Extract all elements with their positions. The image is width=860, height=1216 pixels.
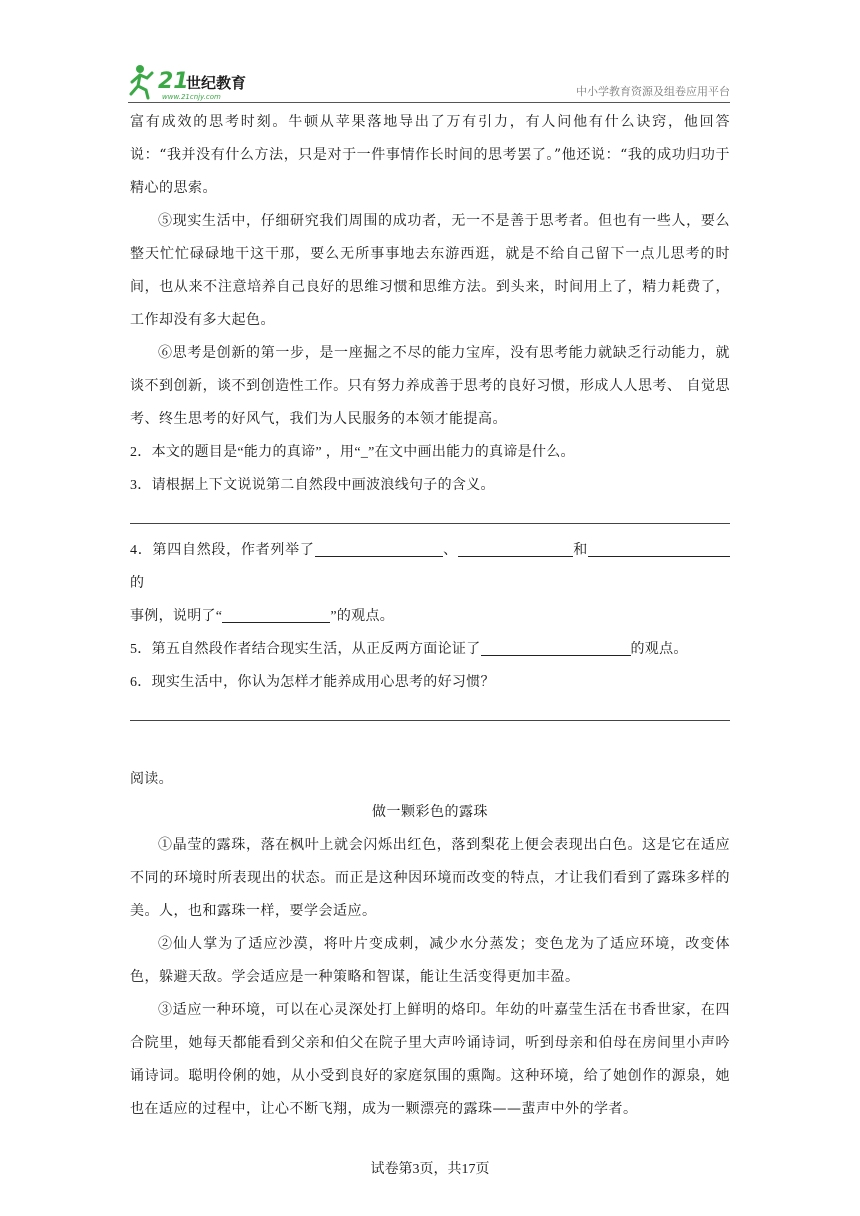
- page-content: [130, 106, 730, 1126]
- question-4-cont: 事例，说明了“ ”的观点。: [130, 600, 730, 633]
- reading-title: 做一颗彩色的露珠: [372, 804, 488, 820]
- site-name: 中小学教育资源及组卷应用平台: [576, 85, 730, 98]
- page-header: [128, 62, 730, 103]
- reading-paragraph-1: ①晶莹的露珠，落在枫叶上就会闪烁出红色，落到梨花上便会表现出白色。这是它在适应不同的环境时所表现出的状态。而正是这种因环境而改变的特点，才让我们看到了露珠多样的美。人，也和露珠一样，要学会适应。: [130, 837, 730, 919]
- blank[interactable]: [222, 606, 330, 623]
- question-3: 3．请根据上下文说说第二自然段中画波浪线句子的含义。: [130, 478, 495, 493]
- question-6: 6．现实生活中，你认为怎样才能养成用心思考的好习惯？: [130, 675, 495, 690]
- blank[interactable]: [481, 639, 631, 656]
- svg-text:www.21cnjy.com: www.21cnjy.com: [162, 93, 221, 101]
- page-footer: 试卷第3页，共17页: [370, 1162, 490, 1177]
- question-4: 4．第四自然段，作者列举了 、 和的: [130, 534, 730, 600]
- blank[interactable]: [315, 540, 443, 557]
- runner-icon: [131, 65, 152, 98]
- question-5: 5．第五自然段作者结合现实生活，从正反两方面论证了 的观点。: [130, 633, 730, 666]
- blank[interactable]: [458, 540, 573, 557]
- reading-paragraph-3: ③适应一种环境，可以在心灵深处打上鲜明的烙印。年幼的叶嘉莹生活在书香世家，在四合院里，她每天都能看到父亲和伯父在院子里大声吟诵诗词，听到母亲和伯母在房间里小声吟诵诗词。聪明伶俐的她，从小受到良好的家庭氛围的熏陶。这种环境，给了她创作的源泉，她也在适应的过程中，让心不断飞翔，成为一颗漂亮的露珠——蜚声中外的学者。: [130, 1002, 730, 1117]
- reading-paragraph-2: ②仙人掌为了适应沙漠，将叶片变成刺，减少水分蒸发；变色龙为了适应环境，改变体色，躲避天敌。学会适应是一种策略和智谋，能让生活变得更加丰盈。: [130, 936, 730, 985]
- question-2: 2．本文的题目是“能力的真谛” ，用“_”在文中画出能力的真谛是什么。: [130, 445, 575, 460]
- answer-line[interactable]: [130, 502, 730, 524]
- reading-label: 阅读。: [130, 772, 173, 787]
- body-paragraph-cont: 富有成效的思考时刻。牛顿从苹果落地导出了万有引力，有人问他有什么诀窍，他回答说：“我并没有什么方法，只是对于一件事情作长时间的思考罢了。”他还说：“我的成功归功于精心的思索。: [130, 114, 730, 196]
- body-paragraph-5: ⑤现实生活中，仔细研究我们周围的成功者，无一不是善于思考者。但也有一些人，要么整天忙忙碌碌地干这干那，要么无所事事地去东游西逛，就是不给自己留下一点儿思考的时间，也从来不注意培养自己良好的思维习惯和思维方法。到头来，时间用上了，精力耗费了，工作却没有多大起色。: [130, 213, 730, 328]
- body-paragraph-6: ⑥思考是创新的第一步，是一座掘之不尽的能力宝库，没有思考能力就缺乏行动能力，就谈不到创新，谈不到创造性工作。只有努力养成善于思考的良好习惯，形成人人思考、 自觉思考、终生思考的好风气，我们为人民服务的本领才能提高。: [130, 345, 730, 427]
- svg-text:21: 21: [158, 69, 189, 94]
- site-logo: [128, 62, 278, 102]
- answer-line[interactable]: [130, 699, 730, 721]
- blank[interactable]: [588, 540, 730, 557]
- svg-text:世纪教育: 世纪教育: [186, 74, 247, 92]
